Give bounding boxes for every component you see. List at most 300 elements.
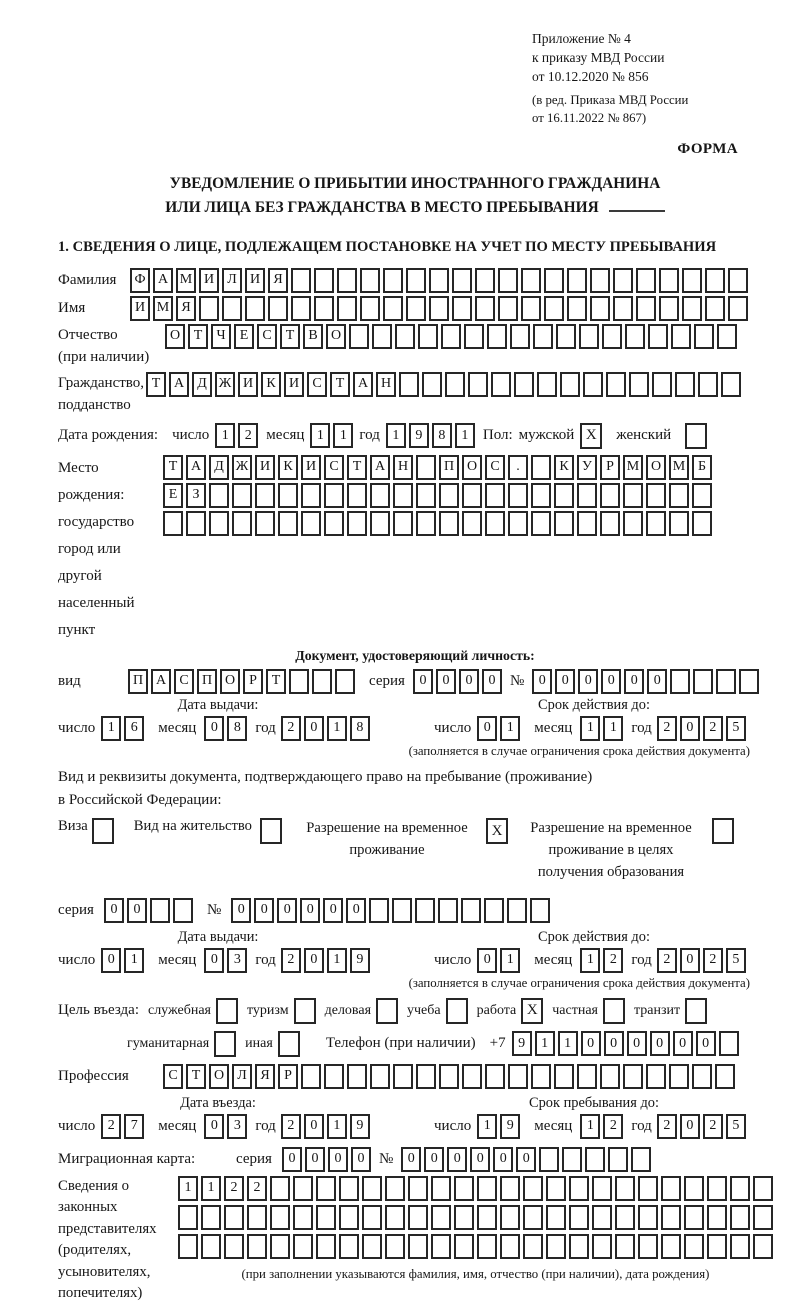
char-cell[interactable] (638, 1234, 658, 1259)
char-cell[interactable]: 2 (238, 423, 258, 448)
char-cell[interactable] (615, 1234, 635, 1259)
char-cell[interactable] (452, 268, 472, 293)
char-cell[interactable] (245, 296, 265, 321)
char-cell[interactable] (692, 1064, 712, 1089)
char-cell[interactable] (301, 483, 321, 508)
char-cell[interactable]: 2 (247, 1176, 267, 1201)
char-cell[interactable] (339, 1234, 359, 1259)
char-cell[interactable] (462, 483, 482, 508)
char-cell[interactable] (684, 1176, 704, 1201)
char-cell[interactable]: 0 (447, 1147, 467, 1172)
char-cell[interactable] (646, 483, 666, 508)
char-cell[interactable] (707, 1176, 727, 1201)
char-cell[interactable]: 0 (346, 898, 366, 923)
char-cell[interactable]: 0 (581, 1031, 601, 1056)
char-cell[interactable]: 0 (604, 1031, 624, 1056)
char-cell[interactable]: Т (280, 324, 300, 349)
char-cell[interactable]: 7 (124, 1114, 144, 1139)
char-cell[interactable]: О (326, 324, 346, 349)
char-cell[interactable] (500, 1205, 520, 1230)
char-cell[interactable] (569, 1176, 589, 1201)
char-cell[interactable] (314, 268, 334, 293)
char-cell[interactable] (753, 1176, 773, 1201)
char-cell[interactable]: 1 (327, 948, 347, 973)
char-cell[interactable] (431, 1234, 451, 1259)
char-cell[interactable]: У (577, 455, 597, 480)
char-cell[interactable] (508, 483, 528, 508)
char-cell[interactable] (337, 268, 357, 293)
purpose-checkbox[interactable] (376, 998, 398, 1024)
char-cell[interactable] (316, 1234, 336, 1259)
char-cell[interactable]: 0 (601, 669, 621, 694)
char-cell[interactable] (739, 669, 759, 694)
char-cell[interactable]: О (165, 324, 185, 349)
char-cell[interactable]: 0 (231, 898, 251, 923)
char-cell[interactable] (707, 1234, 727, 1259)
char-cell[interactable] (186, 511, 206, 536)
char-cell[interactable] (484, 898, 504, 923)
char-cell[interactable] (554, 483, 574, 508)
char-cell[interactable] (533, 324, 553, 349)
char-cell[interactable] (554, 1064, 574, 1089)
char-cell[interactable]: 0 (351, 1147, 371, 1172)
purpose-checkbox[interactable] (216, 998, 238, 1024)
char-cell[interactable] (150, 898, 170, 923)
char-cell[interactable] (491, 372, 511, 397)
purpose-checkbox[interactable] (294, 998, 316, 1024)
char-cell[interactable]: А (169, 372, 189, 397)
char-cell[interactable] (669, 511, 689, 536)
char-cell[interactable]: О (209, 1064, 229, 1089)
char-cell[interactable] (682, 268, 702, 293)
temp-residence-checkbox[interactable]: X (486, 818, 508, 844)
char-cell[interactable]: Р (600, 455, 620, 480)
char-cell[interactable]: П (128, 669, 148, 694)
char-cell[interactable] (314, 296, 334, 321)
char-cell[interactable]: 1 (477, 1114, 497, 1139)
char-cell[interactable]: 0 (470, 1147, 490, 1172)
char-cell[interactable] (477, 1176, 497, 1201)
temp-residence-education-checkbox[interactable] (712, 818, 734, 844)
char-cell[interactable]: Л (232, 1064, 252, 1089)
char-cell[interactable] (510, 324, 530, 349)
char-cell[interactable]: Т (330, 372, 350, 397)
char-cell[interactable]: С (174, 669, 194, 694)
char-cell[interactable] (408, 1205, 428, 1230)
char-cell[interactable]: 9 (350, 948, 370, 973)
char-cell[interactable]: Р (243, 669, 263, 694)
char-cell[interactable] (562, 1147, 582, 1172)
char-cell[interactable]: . (508, 455, 528, 480)
char-cell[interactable]: Ф (130, 268, 150, 293)
char-cell[interactable] (546, 1176, 566, 1201)
char-cell[interactable] (705, 268, 725, 293)
char-cell[interactable]: И (130, 296, 150, 321)
char-cell[interactable] (648, 324, 668, 349)
char-cell[interactable] (454, 1176, 474, 1201)
char-cell[interactable] (608, 1147, 628, 1172)
char-cell[interactable] (362, 1205, 382, 1230)
char-cell[interactable] (347, 1064, 367, 1089)
char-cell[interactable] (201, 1205, 221, 1230)
char-cell[interactable]: Т (266, 669, 286, 694)
char-cell[interactable]: 1 (386, 423, 406, 448)
char-cell[interactable] (669, 1064, 689, 1089)
char-cell[interactable] (537, 372, 557, 397)
char-cell[interactable] (431, 1205, 451, 1230)
char-cell[interactable]: К (554, 455, 574, 480)
char-cell[interactable]: Я (176, 296, 196, 321)
char-cell[interactable]: 0 (532, 669, 552, 694)
char-cell[interactable] (652, 372, 672, 397)
char-cell[interactable] (592, 1205, 612, 1230)
char-cell[interactable] (418, 324, 438, 349)
char-cell[interactable] (623, 1064, 643, 1089)
char-cell[interactable] (592, 1176, 612, 1201)
char-cell[interactable]: 0 (477, 948, 497, 973)
char-cell[interactable] (531, 455, 551, 480)
char-cell[interactable]: 6 (124, 716, 144, 741)
char-cell[interactable] (416, 455, 436, 480)
char-cell[interactable]: 0 (104, 898, 124, 923)
char-cell[interactable] (698, 372, 718, 397)
char-cell[interactable]: 1 (215, 423, 235, 448)
char-cell[interactable] (583, 372, 603, 397)
char-cell[interactable] (671, 324, 691, 349)
char-cell[interactable]: 0 (304, 716, 324, 741)
char-cell[interactable] (694, 324, 714, 349)
char-cell[interactable] (592, 1234, 612, 1259)
char-cell[interactable] (638, 1176, 658, 1201)
char-cell[interactable] (684, 1205, 704, 1230)
char-cell[interactable] (631, 1147, 651, 1172)
char-cell[interactable] (753, 1205, 773, 1230)
char-cell[interactable]: 0 (300, 898, 320, 923)
char-cell[interactable]: Т (163, 455, 183, 480)
char-cell[interactable]: Ж (215, 372, 235, 397)
char-cell[interactable]: Л (222, 268, 242, 293)
char-cell[interactable]: 2 (281, 716, 301, 741)
char-cell[interactable] (544, 296, 564, 321)
char-cell[interactable] (485, 1064, 505, 1089)
char-cell[interactable]: Н (393, 455, 413, 480)
char-cell[interactable]: П (439, 455, 459, 480)
char-cell[interactable] (247, 1205, 267, 1230)
char-cell[interactable]: 0 (627, 1031, 647, 1056)
char-cell[interactable] (439, 511, 459, 536)
char-cell[interactable] (439, 1064, 459, 1089)
char-cell[interactable] (439, 483, 459, 508)
char-cell[interactable] (232, 511, 252, 536)
char-cell[interactable]: Т (186, 1064, 206, 1089)
char-cell[interactable] (475, 268, 495, 293)
char-cell[interactable] (531, 1064, 551, 1089)
char-cell[interactable] (416, 483, 436, 508)
char-cell[interactable] (316, 1205, 336, 1230)
char-cell[interactable]: 0 (304, 1114, 324, 1139)
char-cell[interactable] (477, 1205, 497, 1230)
char-cell[interactable]: 0 (555, 669, 575, 694)
char-cell[interactable]: О (646, 455, 666, 480)
char-cell[interactable]: 0 (680, 716, 700, 741)
char-cell[interactable] (383, 296, 403, 321)
char-cell[interactable] (395, 324, 415, 349)
char-cell[interactable] (324, 483, 344, 508)
char-cell[interactable] (485, 511, 505, 536)
char-cell[interactable] (523, 1234, 543, 1259)
char-cell[interactable] (728, 268, 748, 293)
char-cell[interactable]: 1 (101, 716, 121, 741)
char-cell[interactable]: 0 (482, 669, 502, 694)
char-cell[interactable] (715, 1064, 735, 1089)
char-cell[interactable] (498, 296, 518, 321)
char-cell[interactable] (615, 1176, 635, 1201)
char-cell[interactable]: 1 (327, 1114, 347, 1139)
char-cell[interactable] (278, 483, 298, 508)
residence-permit-checkbox[interactable] (260, 818, 282, 844)
char-cell[interactable] (613, 268, 633, 293)
char-cell[interactable] (464, 324, 484, 349)
char-cell[interactable]: О (462, 455, 482, 480)
char-cell[interactable]: 0 (413, 669, 433, 694)
char-cell[interactable] (500, 1234, 520, 1259)
char-cell[interactable] (301, 1064, 321, 1089)
char-cell[interactable] (370, 1064, 390, 1089)
char-cell[interactable] (590, 296, 610, 321)
purpose-checkbox[interactable]: X (521, 998, 543, 1024)
char-cell[interactable]: С (307, 372, 327, 397)
char-cell[interactable]: Я (268, 268, 288, 293)
char-cell[interactable]: 2 (101, 1114, 121, 1139)
char-cell[interactable]: Ж (232, 455, 252, 480)
purpose-checkbox[interactable] (214, 1031, 236, 1057)
char-cell[interactable] (636, 296, 656, 321)
char-cell[interactable] (684, 1234, 704, 1259)
char-cell[interactable]: П (197, 669, 217, 694)
char-cell[interactable]: 1 (333, 423, 353, 448)
female-checkbox[interactable] (685, 423, 707, 449)
char-cell[interactable] (487, 324, 507, 349)
char-cell[interactable] (461, 898, 481, 923)
char-cell[interactable] (385, 1234, 405, 1259)
char-cell[interactable] (554, 511, 574, 536)
char-cell[interactable]: И (245, 268, 265, 293)
char-cell[interactable] (675, 372, 695, 397)
char-cell[interactable] (462, 511, 482, 536)
char-cell[interactable] (362, 1176, 382, 1201)
char-cell[interactable] (301, 511, 321, 536)
char-cell[interactable]: 0 (282, 1147, 302, 1172)
char-cell[interactable]: А (370, 455, 390, 480)
char-cell[interactable] (360, 296, 380, 321)
char-cell[interactable]: 5 (726, 716, 746, 741)
char-cell[interactable]: С (163, 1064, 183, 1089)
char-cell[interactable] (623, 511, 643, 536)
char-cell[interactable] (454, 1234, 474, 1259)
char-cell[interactable] (693, 669, 713, 694)
char-cell[interactable]: 0 (204, 716, 224, 741)
char-cell[interactable]: Р (278, 1064, 298, 1089)
char-cell[interactable]: 9 (409, 423, 429, 448)
char-cell[interactable] (556, 324, 576, 349)
char-cell[interactable] (661, 1234, 681, 1259)
char-cell[interactable]: 0 (101, 948, 121, 973)
char-cell[interactable] (546, 1205, 566, 1230)
char-cell[interactable] (441, 324, 461, 349)
char-cell[interactable] (289, 669, 309, 694)
char-cell[interactable] (530, 898, 550, 923)
char-cell[interactable] (312, 669, 332, 694)
char-cell[interactable] (454, 1205, 474, 1230)
char-cell[interactable] (600, 1064, 620, 1089)
char-cell[interactable] (209, 511, 229, 536)
char-cell[interactable]: 0 (696, 1031, 716, 1056)
char-cell[interactable] (415, 898, 435, 923)
char-cell[interactable]: 1 (580, 716, 600, 741)
char-cell[interactable]: 1 (124, 948, 144, 973)
char-cell[interactable] (514, 372, 534, 397)
char-cell[interactable] (659, 296, 679, 321)
char-cell[interactable] (615, 1205, 635, 1230)
char-cell[interactable] (623, 483, 643, 508)
char-cell[interactable] (716, 669, 736, 694)
char-cell[interactable] (585, 1147, 605, 1172)
char-cell[interactable] (719, 1031, 739, 1056)
char-cell[interactable] (416, 511, 436, 536)
char-cell[interactable] (468, 372, 488, 397)
char-cell[interactable] (508, 511, 528, 536)
char-cell[interactable]: Т (347, 455, 367, 480)
char-cell[interactable] (247, 1234, 267, 1259)
char-cell[interactable] (393, 1064, 413, 1089)
char-cell[interactable]: 1 (558, 1031, 578, 1056)
char-cell[interactable]: 2 (657, 948, 677, 973)
char-cell[interactable] (485, 483, 505, 508)
char-cell[interactable] (199, 296, 219, 321)
char-cell[interactable] (670, 669, 690, 694)
char-cell[interactable] (393, 483, 413, 508)
char-cell[interactable]: 0 (254, 898, 274, 923)
char-cell[interactable]: Т (146, 372, 166, 397)
char-cell[interactable] (429, 268, 449, 293)
char-cell[interactable] (291, 268, 311, 293)
char-cell[interactable]: 2 (703, 948, 723, 973)
char-cell[interactable]: 1 (580, 948, 600, 973)
char-cell[interactable] (278, 511, 298, 536)
char-cell[interactable]: 3 (227, 948, 247, 973)
char-cell[interactable] (178, 1205, 198, 1230)
char-cell[interactable]: 0 (647, 669, 667, 694)
char-cell[interactable]: 9 (500, 1114, 520, 1139)
char-cell[interactable]: 1 (603, 716, 623, 741)
char-cell[interactable] (523, 1176, 543, 1201)
char-cell[interactable] (730, 1205, 750, 1230)
char-cell[interactable]: 0 (204, 948, 224, 973)
char-cell[interactable] (324, 511, 344, 536)
purpose-checkbox[interactable] (446, 998, 468, 1024)
char-cell[interactable] (590, 268, 610, 293)
char-cell[interactable] (232, 483, 252, 508)
char-cell[interactable] (362, 1234, 382, 1259)
char-cell[interactable]: 0 (477, 716, 497, 741)
char-cell[interactable]: Д (209, 455, 229, 480)
char-cell[interactable] (600, 511, 620, 536)
char-cell[interactable] (372, 324, 392, 349)
char-cell[interactable]: 1 (310, 423, 330, 448)
char-cell[interactable]: 0 (493, 1147, 513, 1172)
char-cell[interactable] (291, 296, 311, 321)
char-cell[interactable] (399, 372, 419, 397)
char-cell[interactable] (544, 268, 564, 293)
char-cell[interactable]: 1 (455, 423, 475, 448)
char-cell[interactable]: З (186, 483, 206, 508)
char-cell[interactable]: Е (234, 324, 254, 349)
char-cell[interactable]: 1 (201, 1176, 221, 1201)
char-cell[interactable]: М (176, 268, 196, 293)
char-cell[interactable] (523, 1205, 543, 1230)
char-cell[interactable]: 9 (350, 1114, 370, 1139)
char-cell[interactable] (462, 1064, 482, 1089)
char-cell[interactable] (507, 898, 527, 923)
char-cell[interactable]: К (261, 372, 281, 397)
char-cell[interactable]: 0 (624, 669, 644, 694)
char-cell[interactable] (406, 268, 426, 293)
char-cell[interactable]: 0 (424, 1147, 444, 1172)
char-cell[interactable] (661, 1176, 681, 1201)
char-cell[interactable] (661, 1205, 681, 1230)
char-cell[interactable] (347, 483, 367, 508)
char-cell[interactable] (392, 898, 412, 923)
char-cell[interactable] (579, 324, 599, 349)
char-cell[interactable] (360, 268, 380, 293)
char-cell[interactable] (539, 1147, 559, 1172)
char-cell[interactable] (339, 1176, 359, 1201)
char-cell[interactable]: С (485, 455, 505, 480)
char-cell[interactable] (178, 1234, 198, 1259)
char-cell[interactable] (606, 372, 626, 397)
char-cell[interactable]: 0 (578, 669, 598, 694)
char-cell[interactable] (560, 372, 580, 397)
char-cell[interactable] (625, 324, 645, 349)
char-cell[interactable]: Ч (211, 324, 231, 349)
char-cell[interactable] (255, 483, 275, 508)
purpose-checkbox[interactable] (278, 1031, 300, 1057)
char-cell[interactable]: М (153, 296, 173, 321)
char-cell[interactable]: 0 (680, 948, 700, 973)
char-cell[interactable]: 0 (673, 1031, 693, 1056)
char-cell[interactable] (577, 511, 597, 536)
char-cell[interactable] (567, 296, 587, 321)
char-cell[interactable] (270, 1234, 290, 1259)
char-cell[interactable] (293, 1205, 313, 1230)
char-cell[interactable]: 2 (657, 716, 677, 741)
char-cell[interactable]: Я (255, 1064, 275, 1089)
char-cell[interactable] (452, 296, 472, 321)
purpose-checkbox[interactable] (603, 998, 625, 1024)
char-cell[interactable]: К (278, 455, 298, 480)
char-cell[interactable]: 0 (401, 1147, 421, 1172)
char-cell[interactable] (201, 1234, 221, 1259)
char-cell[interactable] (475, 296, 495, 321)
char-cell[interactable] (209, 483, 229, 508)
char-cell[interactable]: И (284, 372, 304, 397)
char-cell[interactable] (477, 1234, 497, 1259)
char-cell[interactable] (173, 898, 193, 923)
male-checkbox[interactable]: X (580, 423, 602, 449)
char-cell[interactable] (577, 1064, 597, 1089)
char-cell[interactable]: 0 (650, 1031, 670, 1056)
char-cell[interactable] (730, 1176, 750, 1201)
